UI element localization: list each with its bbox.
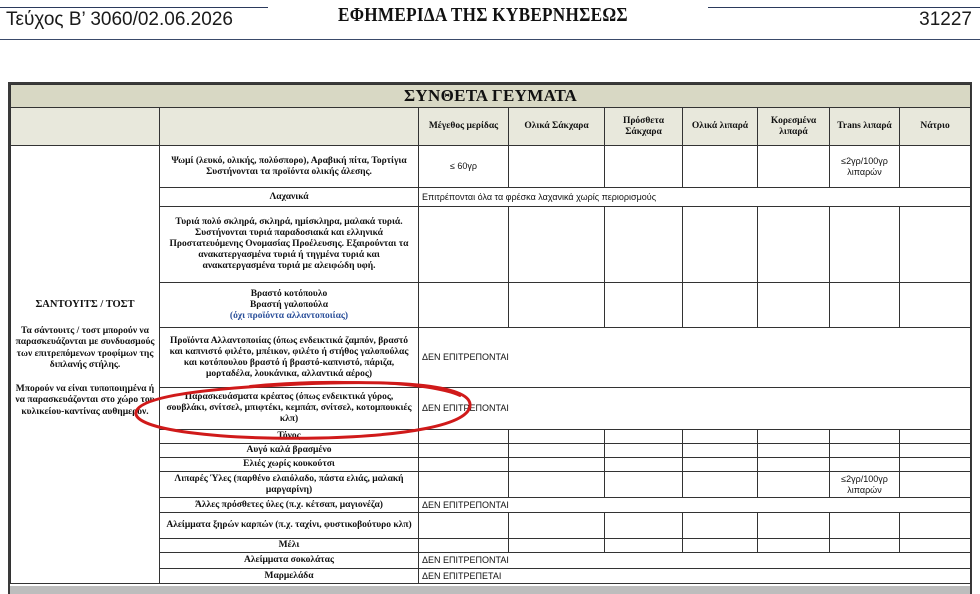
cell-empty <box>683 146 758 188</box>
cell-empty <box>419 472 509 498</box>
cell-empty <box>509 513 605 539</box>
cell-empty <box>900 513 971 539</box>
cell-empty <box>683 430 758 444</box>
cell-empty <box>830 283 900 328</box>
cell-empty <box>605 472 683 498</box>
food-chocolate-spreads: Αλείμματα σοκολάτας <box>160 553 419 569</box>
food-vegetables: Λαχανικά <box>160 188 419 207</box>
cell-empty <box>758 472 830 498</box>
cell-empty <box>419 539 509 553</box>
cell-empty <box>758 444 830 458</box>
trans-fats: ≤2γρ/100γρ λιπαρών <box>830 472 900 498</box>
section-title: ΣΑΝΤΟΥΙΤΣ / ΤΟΣΤ <box>35 298 135 310</box>
cell-empty <box>830 444 900 458</box>
col-trans-fat: Trans λιπαρά <box>830 108 900 146</box>
cell-empty <box>900 472 971 498</box>
table-bottom-band <box>10 586 970 594</box>
composite-meals-table <box>10 84 971 584</box>
food-olives: Ελιές χωρίς κουκούτσι <box>160 458 419 472</box>
col-portion-size: Μέγεθος μερίδας <box>419 108 509 146</box>
header-blank-left <box>11 108 160 146</box>
col-total-sugars: Ολικά Σάκχαρα <box>509 108 605 146</box>
food-boiled-poultry <box>160 283 419 328</box>
cell-empty <box>900 458 971 472</box>
header-blank-food <box>160 108 419 146</box>
header-rule-bottom <box>0 39 980 40</box>
cell-empty <box>509 430 605 444</box>
cell-empty <box>683 539 758 553</box>
note-vegetables: Επιτρέπονται όλα τα φρέσκα λαχανικά χωρίς περιορισμούς <box>419 188 971 207</box>
cell-empty <box>683 458 758 472</box>
page-number: 31227 <box>919 9 972 30</box>
cell-empty <box>683 207 758 283</box>
food-cheese: Τυριά πολύ σκληρά, σκληρά, ημίσκληρα, μαλακά τυριά. Συστήνονται τυριά παραδοσιακά και ελληνικά Προστατευόμενης Ονομασίας Προέλευσης. Εξαιρούνται τα ανακατεργασμένα τυριά ή τηγμένα τυριά και ανακατεργασμένα τυριά με αλειφώδη υφή. <box>160 207 419 283</box>
note-jam: ΔΕΝ ΕΠΙΤΡΕΠΕΤΑΙ <box>419 569 971 584</box>
food-honey: Μέλι <box>160 539 419 553</box>
portion-bread: ≤ 60γρ <box>419 146 509 188</box>
food-chicken-line: Βραστό κοτόπουλο <box>250 288 328 299</box>
cell-empty <box>758 430 830 444</box>
col-added-sugars: Πρόσθετα Σάκχαρα <box>605 108 683 146</box>
cell-empty <box>683 283 758 328</box>
food-meat-preparations: Παρασκευάσματα κρέατος (όπως ενδεικτικά γύρος, σουβλάκι, σνίτσελ, μπιφτέκι, κεμπάπ, σνίτσελ, κοτομπουκιές κλπ) <box>160 388 419 430</box>
cell-empty <box>900 207 971 283</box>
cell-empty <box>509 207 605 283</box>
cell-empty <box>900 444 971 458</box>
issue-number: Τεύχος Β’ 3060/02.06.2026 <box>6 9 233 30</box>
cell-empty <box>758 207 830 283</box>
food-egg: Αυγό καλά βρασμένο <box>160 444 419 458</box>
table-title-row <box>11 85 971 108</box>
food-other-additives: Άλλες πρόσθετες ύλες (π.χ. κέτσαπ, μαγιονέζα) <box>160 498 419 513</box>
cell-empty <box>509 283 605 328</box>
cell-empty <box>605 430 683 444</box>
cell-empty <box>605 458 683 472</box>
cell-empty <box>900 539 971 553</box>
cell-empty <box>605 283 683 328</box>
table-row <box>11 146 971 188</box>
cell-empty <box>605 146 683 188</box>
food-poultry-note: (όχι προϊόντα αλλαντοποιίας) <box>229 310 349 321</box>
sandwich-section-cell <box>11 146 160 584</box>
cell-empty <box>605 513 683 539</box>
cell-empty <box>830 430 900 444</box>
cell-empty <box>419 513 509 539</box>
cell-empty <box>509 444 605 458</box>
col-saturated-fat: Κορεσμένα λιπαρά <box>758 108 830 146</box>
cell-empty <box>605 207 683 283</box>
cell-empty <box>509 146 605 188</box>
col-sodium: Νάτριο <box>900 108 971 146</box>
cell-empty <box>509 539 605 553</box>
header-rule-left <box>0 7 268 8</box>
food-cured-meats: Προϊόντα Αλλαντοποιίας (όπως ενδεικτικά ζαμπόν, βραστό και καπνιστό φιλέτο, μπέικον, φιλέτο ή στήθος γαλοπούλας και κοτόπουλου βραστό ή βραστό-καπνιστό, πάριζα, μορταδέλα, λουκάνικα, αλλαντικά αέρος) <box>160 328 419 388</box>
cell-empty <box>605 539 683 553</box>
trans-bread: ≤2γρ/100γρ λιπαρών <box>830 146 900 188</box>
cell-empty <box>758 458 830 472</box>
cell-empty <box>683 444 758 458</box>
section-paragraph-1: Τα σάντουιτς / τοστ μπορούν να παρασκευάζονται με συνδυασμούς των επιτρεπόμενων τροφίμων της διπλανής στήλης. <box>15 325 155 371</box>
food-turkey-line: Βραστή γαλοπούλα <box>249 299 329 310</box>
section-paragraph-2: Μπορούν να είναι τυποποιημένα ή να παρασκευάζονται στο χώρο του κυλικείου-καντίνας αυθημερόν. <box>15 383 155 417</box>
cell-empty <box>605 444 683 458</box>
food-nut-spreads: Αλείμματα ξηρών καρπών (π.χ. ταχίνι, φυστικοβούτυρο κλπ) <box>160 513 419 539</box>
note-meat-preparations: ΔΕΝ ΕΠΙΤΡΕΠΟΝΤΑΙ <box>419 388 971 430</box>
column-header-row <box>11 108 971 146</box>
header-rule-right <box>708 7 980 8</box>
cell-empty <box>419 458 509 472</box>
cell-empty <box>758 513 830 539</box>
food-jam: Μαρμελάδα <box>160 569 419 584</box>
cell-empty <box>509 472 605 498</box>
cell-empty <box>419 444 509 458</box>
cell-empty <box>509 458 605 472</box>
gazette-title: ΕΦΗΜΕΡΙΔΑ ΤΗΣ ΚΥΒΕΡΝΗΣΕΩΣ <box>338 4 628 26</box>
note-cured-meats: ΔΕΝ ΕΠΙΤΡΕΠΟΝΤΑΙ <box>419 328 971 388</box>
col-total-fat: Ολικά λιπαρά <box>683 108 758 146</box>
note-other-additives: ΔΕΝ ΕΠΙΤΡΕΠΟΝΤΑΙ <box>419 498 971 513</box>
cell-empty <box>900 146 971 188</box>
cell-empty <box>900 283 971 328</box>
cell-empty <box>683 472 758 498</box>
cell-empty <box>419 430 509 444</box>
table-title: ΣΥΝΘΕΤΑ ΓΕΥΜΑΤΑ <box>11 85 971 108</box>
food-tuna: Τόνος <box>160 430 419 444</box>
cell-empty <box>683 513 758 539</box>
cell-empty <box>830 539 900 553</box>
note-chocolate-spreads: ΔΕΝ ΕΠΙΤΡΕΠΟΝΤΑΙ <box>419 553 971 569</box>
cell-empty <box>419 207 509 283</box>
cell-empty <box>830 513 900 539</box>
cell-empty <box>419 283 509 328</box>
cell-empty <box>900 430 971 444</box>
cell-empty <box>830 207 900 283</box>
cell-empty <box>758 539 830 553</box>
food-bread: Ψωμί (λευκό, ολικής, πολύσπορο), Αραβική πίτα, Τορτίγια Συστήνονται τα προϊόντα ολικής άλεσης. <box>160 146 419 188</box>
cell-empty <box>758 146 830 188</box>
cell-empty <box>830 458 900 472</box>
food-fats: Λιπαρές Ύλες (παρθένο ελαιόλαδο, πάστα ελιάς, μαλακή μαργαρίνη) <box>160 472 419 498</box>
cell-empty <box>758 283 830 328</box>
